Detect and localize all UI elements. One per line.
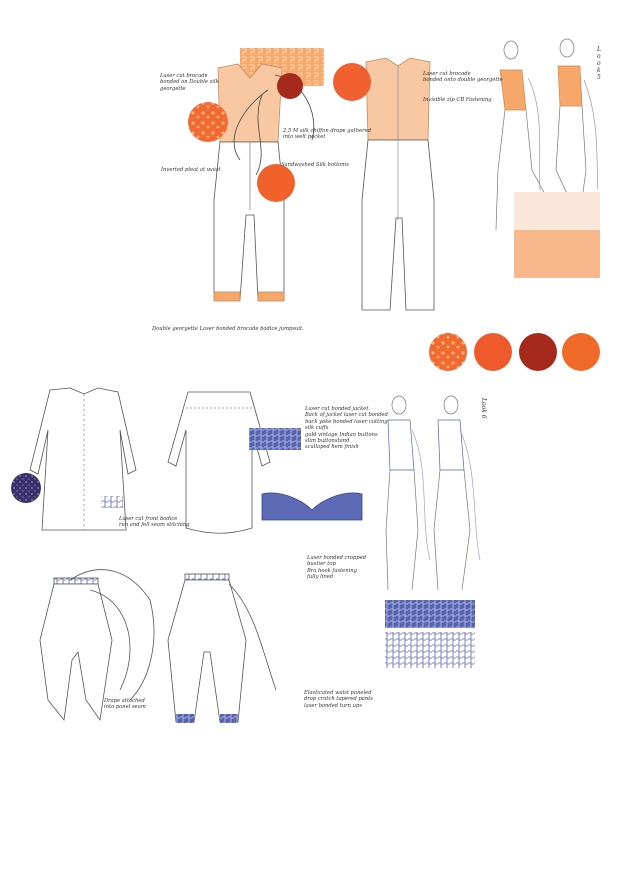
- note-jacket: Laser cut bonded jacket Back of jacket laser cut bonded back yoke bonded laser cutting silk cuffs gold vintage Indian buttons slim buttonstand scallaped hem finish: [305, 406, 388, 451]
- floral-swatch-front: [188, 102, 228, 142]
- back-jacket-flat: [168, 392, 270, 533]
- note-inverted-pleat: Inverted pleat at waist: [161, 167, 221, 173]
- look5-side-label: L o o k 5: [597, 46, 601, 81]
- note-brocade-front: Laser cut brocade bonded on Double silk georgette: [160, 73, 219, 92]
- note-bustier: Laser bonded cropped bustier top Bra hook fastening fully lined: [307, 555, 367, 581]
- back-trousers-flat: [168, 574, 276, 722]
- palette-floral: [429, 333, 467, 371]
- orange-swatch-front: [257, 164, 295, 202]
- navy-turnup-right: [220, 714, 238, 723]
- peach-solid-swatch: [514, 230, 600, 278]
- note-brocade-back: Laser cut brocade bonded onto double georgette: [423, 71, 503, 84]
- note-chiffon-drape: 2.5 M silk chiffon drape gathered into welt pocket: [283, 128, 372, 141]
- back-jumpsuit-flat: [362, 58, 434, 310]
- navy-swatch-small: [101, 496, 123, 508]
- peach-maze-swatch: [514, 192, 600, 230]
- bustier-flat: [262, 493, 362, 520]
- note-zip-fastening: Invisible zip CB Fastening: [423, 97, 492, 103]
- burgundy-swatch-front: [277, 73, 303, 99]
- note-trousers: Elasticated waist paneled drop crotch tapered pants laser bonded turn ups: [304, 690, 373, 709]
- palette-burgundy: [519, 333, 557, 371]
- palette-red-orange: [562, 333, 600, 371]
- look6-figures: [386, 396, 480, 590]
- navy-yoke-swatch: [249, 428, 301, 450]
- purple-print-swatch: [11, 473, 41, 503]
- look5-caption: Double georgette Laser bonded brocade bodice jumpsuit.: [152, 326, 304, 332]
- note-drape: Drape attached into panel seam: [104, 698, 146, 711]
- look6-side-label: Look 6: [480, 398, 487, 419]
- orange-swatch-back: [333, 63, 371, 101]
- navy-turnup-left: [176, 714, 194, 723]
- note-front-bodice: Laser cut front bodice run and fell seam stitching: [119, 516, 190, 529]
- front-jacket-flat: [30, 388, 136, 530]
- navy-lace-block: [385, 632, 475, 668]
- palette-orange: [474, 333, 512, 371]
- navy-print-block: [385, 600, 475, 628]
- note-sandwashed-bottoms: Sandwashed Silk bottoms: [281, 162, 349, 168]
